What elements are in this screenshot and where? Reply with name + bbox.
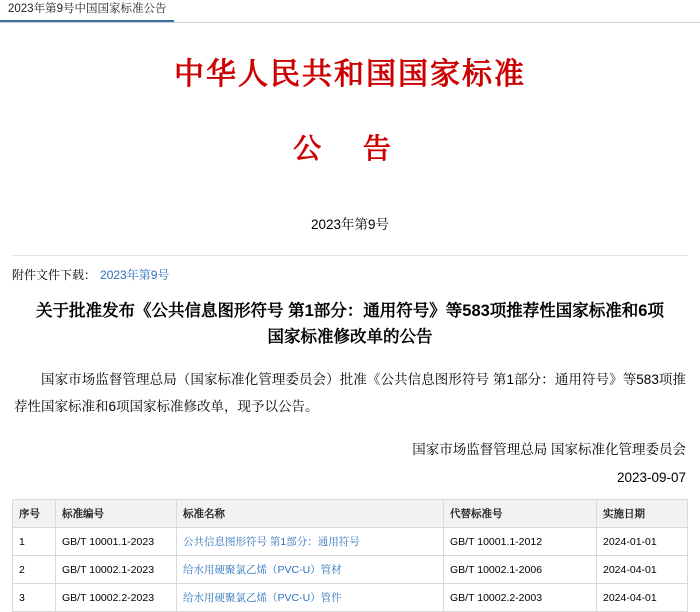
attachment-download-link[interactable]: 2023年第9号 xyxy=(100,268,170,282)
column-header-replaces: 代替标准号 xyxy=(444,500,597,528)
notice-signature: 国家市场监督管理总局 国家标准化管理委员会 xyxy=(412,442,686,458)
standard-name-link[interactable]: 给水用硬聚氯乙烯（PVC-U）管材 xyxy=(183,564,342,577)
standard-name-link[interactable]: 给水用硬聚氯乙烯（PVC-U）管件 xyxy=(183,592,342,605)
cell-date: 2024-01-01 xyxy=(597,528,688,556)
cell-date: 2024-04-01 xyxy=(597,584,688,612)
standards-table xyxy=(12,499,688,612)
notice-heading: 关于批准发布《公共信息图形符号 第1部分：通用符号》等583项推荐性国家标准和6项国家标准修改单的公告 xyxy=(36,302,664,346)
attachment-row xyxy=(12,266,688,283)
cell-name[interactable] xyxy=(177,528,444,556)
standard-name-link[interactable]: 公共信息图形符号 第1部分：通用符号 xyxy=(183,536,360,549)
cell-code: GB/T 10002.2-2023 xyxy=(56,584,177,612)
column-header-seq: 序号 xyxy=(13,500,56,528)
cell-code: GB/T 10001.1-2023 xyxy=(56,528,177,556)
cell-replaces: GB/T 10001.1-2012 xyxy=(444,528,597,556)
cell-seq: 2 xyxy=(13,556,56,584)
notice-date: 2023-09-07 xyxy=(616,470,686,486)
table-header-row xyxy=(13,500,688,528)
column-header-code: 标准编号 xyxy=(56,500,177,528)
table-row xyxy=(13,584,688,612)
table-row xyxy=(13,528,688,556)
column-header-name: 标准名称 xyxy=(177,500,444,528)
cell-seq: 1 xyxy=(13,528,56,556)
cell-name[interactable] xyxy=(177,556,444,584)
cell-seq: 3 xyxy=(13,584,56,612)
document-title-main: 中华人民共和国国家标准 xyxy=(174,57,526,92)
browser-tab-bar xyxy=(0,0,700,23)
browser-tab-label: 2023年第9号中国国家标准公告 xyxy=(8,3,167,16)
cell-date: 2024-04-01 xyxy=(597,556,688,584)
document-body xyxy=(0,49,700,612)
attachment-label: 附件文件下载： xyxy=(12,268,97,282)
document-issue-number: 2023年第9号 xyxy=(310,217,390,232)
cell-replaces: GB/T 10002.2-2003 xyxy=(444,584,597,612)
browser-tab-active[interactable] xyxy=(0,0,174,22)
cell-name[interactable] xyxy=(177,584,444,612)
cell-replaces: GB/T 10002.1-2006 xyxy=(444,556,597,584)
cell-code: GB/T 10002.1-2023 xyxy=(56,556,177,584)
notice-paragraph: 国家市场监督管理总局（国家标准化管理委员会）批准《公共信息图形符号 第1部分：通用符号》等583项推荐性国家标准和6项国家标准修改单，现予以公告。 xyxy=(14,372,686,415)
section-divider xyxy=(12,255,688,256)
document-title-sub: 公 告 xyxy=(293,132,407,165)
table-row xyxy=(13,556,688,584)
column-header-date: 实施日期 xyxy=(597,500,688,528)
